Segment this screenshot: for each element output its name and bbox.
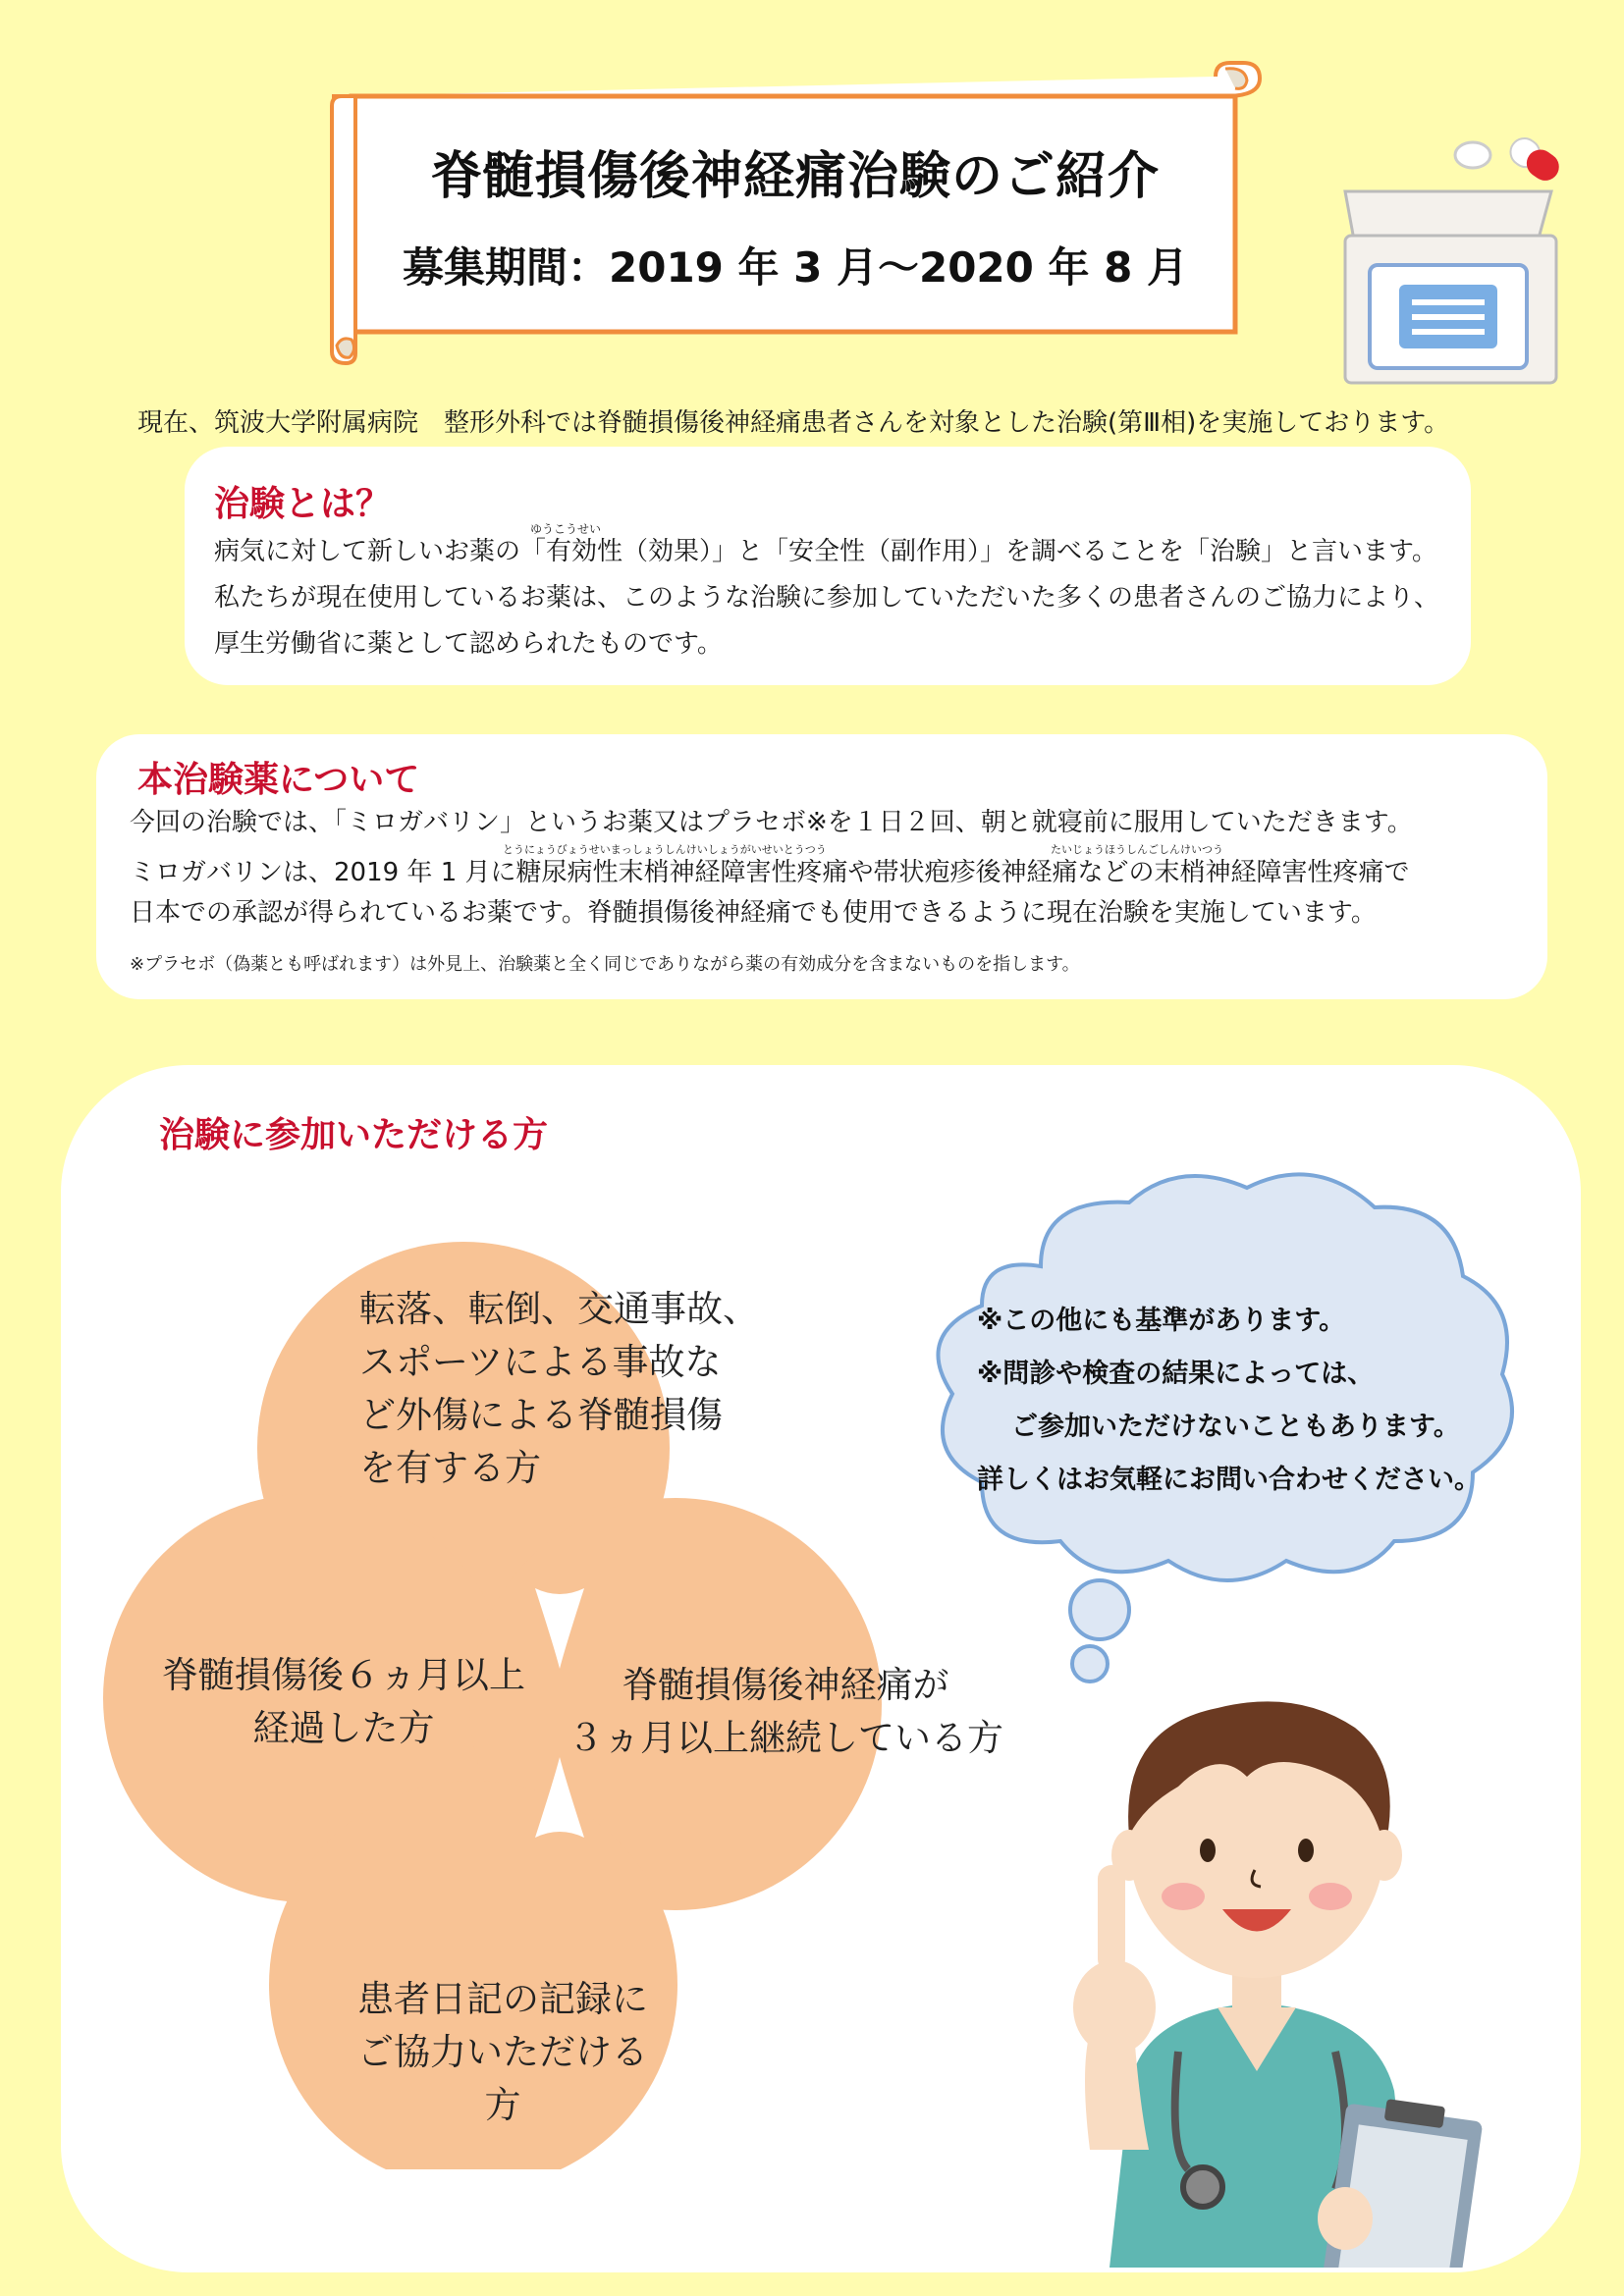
about-trial-line: 私たちが現在使用しているお薬は、このような治験に参加していただいた多くの患者さんのご協力により、 [214, 583, 1440, 613]
about-drug-line: 今回の治験では、「ミロガバリン」というお薬又はプラセボ※を１日２回、朝と就寝前に服用していただきます。 [130, 808, 1413, 837]
bubble-line: ご参加いただけないこともあります。 [1011, 1412, 1460, 1442]
criterion-diary: 患者日記の記録に ご協力いただける方 [357, 1978, 648, 2126]
ruby-text: ゆうこうせい [530, 522, 602, 536]
bubble-line: 詳しくはお気軽にお問い合わせください。 [977, 1465, 1481, 1495]
eligibility-title: 治験に参加いただける方 [159, 1115, 549, 1155]
ruby-text: とうにょうびょうせいまっしょうしんけいしょうがいせいとうつう [503, 843, 827, 856]
about-drug-line: 日本での承認が得られているお薬です。脊髄損傷後神経痛でも使用できるように現在治験を実施しています。 [130, 898, 1377, 928]
page-title: 脊髄損傷後神経痛治験のご紹介 [430, 147, 1160, 206]
title-scroll [312, 59, 1284, 373]
ruby-text: たいじょうほうしんごしんけいつう [1051, 843, 1223, 856]
criterion-six-months: 脊髄損傷後６ヵ月以上 経過した方 [162, 1654, 525, 1749]
medicine-bag-icon [1326, 128, 1581, 402]
doctor-illustration [1021, 1639, 1492, 2268]
bubble-line: ※この他にも基準があります。 [977, 1306, 1346, 1336]
about-drug-title: 本治験薬について [137, 760, 420, 800]
about-trial-line: 病気に対して新しいお薬の「有効性（効果）」と「安全性（副作用）」を調べることを「治験」と言います。 [214, 537, 1437, 566]
bubble-line: ※問診や検査の結果によっては、 [977, 1359, 1375, 1389]
about-drug-line: ミロガバリンは、2019 年 1 月に糖尿病性末梢神経障害性疼痛や帯状疱疹後神経痛などの末梢神経障害性疼痛で [130, 858, 1410, 887]
capsule-icon [1505, 133, 1564, 187]
criterion-three-months: 脊髄損傷後神経痛が ３ヵ月以上継続している方 [568, 1664, 1003, 1759]
criterion-injury: 転落、転倒、交通事故、 スポーツによる事故な ど外傷による脊髄損傷 を有する方 [359, 1288, 759, 1489]
intro-text: 現在、筑波大学附属病院 整形外科では脊髄損傷後神経痛患者さんを対象とした治験(第Ⅲ相)を実施しております。 [137, 408, 1450, 438]
about-trial-line: 厚生労働省に薬として認められたものです。 [214, 629, 723, 659]
recruitment-period: 募集期間：2019 年 3 月～2020 年 8 月 [403, 243, 1188, 292]
about-trial-title: 治験とは？ [214, 484, 392, 524]
pill-icon [1455, 142, 1490, 168]
placebo-note: ※プラセボ（偽薬とも呼ばれます）は外見上、治験薬と全く同じでありながら薬の有効成分を含まないものを指します。 [130, 954, 1080, 975]
